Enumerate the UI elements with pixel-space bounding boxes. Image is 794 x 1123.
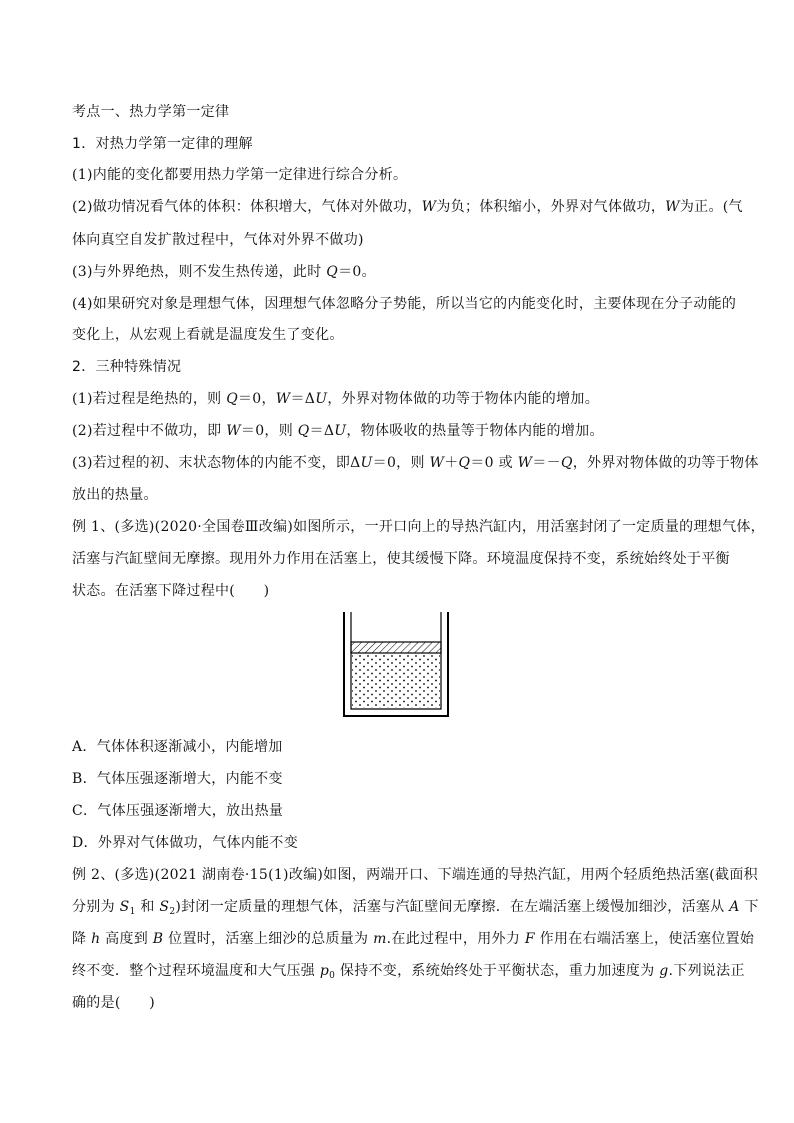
part1-point-2-line1: (2)做功情况看气体的体积：体积增大，气体对外做功，W为负；体积缩小，外界对气体做功，W为正。(气 [72,199,743,215]
example2-stem-line2: 分别为 $S_1$ 和 $S_2$)封闭一定质量的理想气体，活塞与汽缸壁间无摩擦．在左端活塞上缓慢加细沙，活塞从 A 下 [72,899,759,917]
example1-stem-line1: 例 1、(多选)(2020·全国卷Ⅲ改编)如图所示，一开口向上的导热汽缸内，用活塞封闭了一定质量的理想气体， [72,519,765,535]
example2-stem-line5: 确的是( ) [72,995,156,1011]
gas-cylinder-piston-figure [342,612,452,724]
part2-case-3-line2: 放出的热量。 [72,487,158,503]
example1-option-a: A．气体体积逐渐减小，内能增加 [72,739,283,755]
part1-point-3: (3)与外界绝热，则不发生热传递，此时 Q＝0。 [72,264,376,280]
part1-point-4-line2: 变化上，从宏观上看就是温度发生了变化。 [72,327,344,343]
example1-stem-line3: 状态。在活塞下降过程中( ) [72,583,270,599]
part1-point-2-line2: 体向真空自发扩散过程中，气体对外界不做功) [72,232,364,248]
gas-region [352,654,440,708]
example1-option-d: D．外界对气体做功，气体内能不变 [72,835,299,851]
piston [351,642,441,653]
example1-option-b: B．气体压强逐渐增大，内能不变 [72,771,283,787]
example2-stem-line3: 降 h 高度到 B 位置时，活塞上细沙的总质量为 m.在此过程中，用外力 F 作用在右端活塞上，使活塞位置始 [72,931,755,947]
part2-heading: 2．三种特殊情况 [72,359,182,375]
example1-option-c: C．气体压强逐渐增大，放出热量 [72,803,284,819]
example2-stem-line4: 终不变．整个过程环境温度和大气压强 $p_0$ 保持不变，系统始终处于平衡状态，重力加速度为 g.下列说法正 [72,963,745,981]
part2-case-3-line1: (3)若过程的初、末状态物体的内能不变，即ΔU＝0，则 W＋Q＝0 或 W＝－Q，外界对物体做的功等于物体 [72,455,759,471]
section-title: 考点一、热力学第一定律 [72,104,230,120]
part2-case-1: (1)若过程是绝热的，则 Q＝0，W＝ΔU，外界对物体做的功等于物体内能的增加。 [72,391,600,407]
example2-stem-line1: 例 2、(多选)(2021 湖南卷·15(1)改编)如图，两端开口、下端连通的导热汽缸，用两个轻质绝热活塞(截面积 [72,867,758,883]
part2-case-2: (2)若过程中不做功，即 W＝0，则 Q＝ΔU，物体吸收的热量等于物体内能的增加。 [72,423,604,439]
example1-stem-line2: 活塞与汽缸壁间无摩擦。现用外力作用在活塞上，使其缓慢下降。环境温度保持不变，系统始终处于平衡 [72,551,730,567]
part1-point-1: (1)内能的变化都要用热力学第一定律进行综合分析。 [72,167,408,183]
part1-point-4-line1: (4)如果研究对象是理想气体，因理想气体忽略分子势能，所以当它的内能变化时，主要体现在分子动能的 [72,296,737,312]
part1-heading: 1．对热力学第一定律的理解 [72,136,253,152]
